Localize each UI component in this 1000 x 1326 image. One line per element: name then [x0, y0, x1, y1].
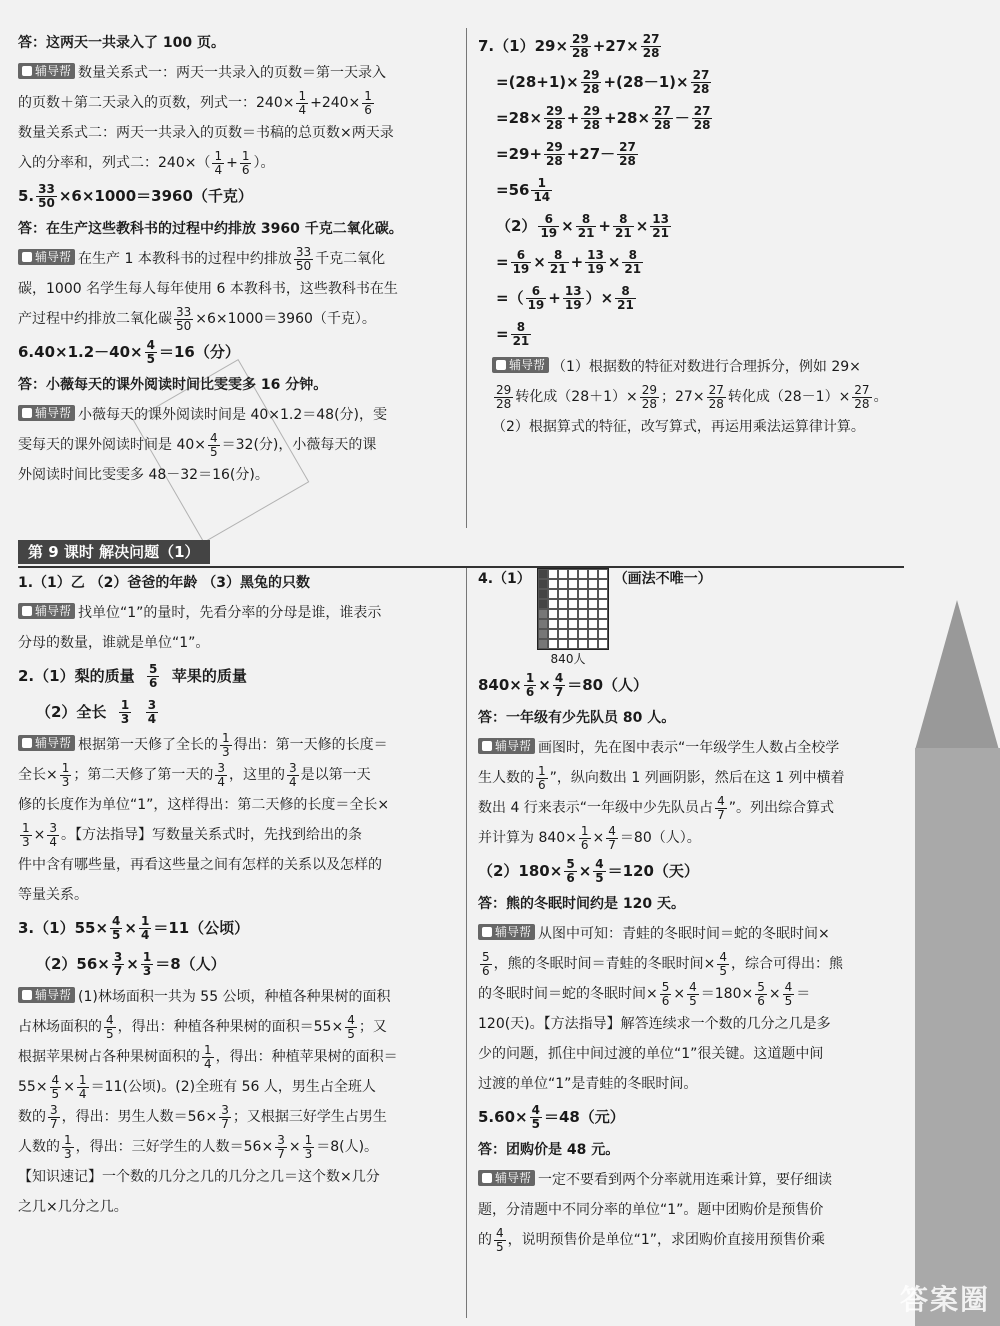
grid-cell	[568, 579, 578, 589]
grid-cell	[548, 599, 558, 609]
grid-cell	[578, 609, 588, 619]
grid-cell	[588, 569, 598, 579]
right-top-column: 7.（1）29× $\frac{29}{28}$ +27× $\frac{27}{28}$ =(28+1)× $\frac{29}{28}$ +(28－1)× $\frac{27}{28}$ =28× $\frac{29}{28}$ + $\frac{29}{28}$ +28× $\frac{27}{28}$ － $\frac{27}{28}$ =29+ $\frac{29}{28}$ +27－ $\frac{27}{28}$ =56 $\frac{1}{14}$ （2） $\frac{6}{19}$ × $\frac{8}{21}$ + $\frac{8}{21}$ × $\frac{13}{21}$ = $\frac{6}{19}$ × $\frac{8}{21}$ + $\frac{13}{19}$ × $\frac{8}{21}$ =（ $\frac{6}{19}$ + $\frac{13}{19}$ ）× $\frac{8}{21}$ = $\frac{8}{21}$ 辅导帮 （1）根据数的特征对数进行合理拆分，例如 29× $\frac{29}{28}$ 转化成（28＋1）× $\frac{29}{28}$ ；27× $\frac{27}{28}$ 转化成（28－1）× $\frac{27}{28}$ 。 （2）根据算式的特征，改写算式，再运用乘法运算律计算。	[478, 28, 910, 442]
column-divider	[466, 28, 467, 528]
grid-cell	[578, 589, 588, 599]
grid-cell	[598, 589, 608, 599]
grid-cell	[548, 569, 558, 579]
grid-cell	[598, 579, 608, 589]
left-bottom-column: 1.（1）乙 （2）爸爸的年龄 （3）黑兔的只数 辅导帮 找单位“1”的量时，先看分率的分母是谁，谁表示 分母的数量，谁就是单位“1”。 2.（1）梨的质量 $\frac{5}{6}$ 苹果的质量 （2）全长 $\frac{1}{3}$ $\frac{3}{4}$ 辅导帮 根据第一天修了全长的 $\frac{1}{3}$ 得出：第一天修的长度＝ 全长× $\frac{1}{3}$ ；第二天修了第一天的 $\frac{3}{4}$ ，这里的 $\frac{3}{4}$ 是以第一天 修的长度作为单位“1”，这样得出：第二天修的长度＝全长× $\frac{1}{3}$ × $\frac{3}{4}$ 。【方法指导】写数量关系式时，先找到给出的条 件中含有哪些量，再看这些量之间有怎样的关系以及怎样的 等量关系。 3.（1）55× $\frac{4}{5}$ × $\frac{1}{4}$ ＝11（公顷） （2）56× $\frac{3}{7}$ × $\frac{1}{3}$ ＝8（人） 辅导帮 (1)林场面积一共为 55 公顷，种植各种果树的面积 占林场面积的 $\frac{4}{5}$ ，得出：种植各种果树的面积＝55× $\frac{4}{5}$ ；又 根据苹果树占各种果树面积的 $\frac{1}{4}$ ，得出：种植苹果树的面积＝ 55× $\frac{4}{5}$ × $\frac{1}{4}$ ＝11(公顷)。(2)全班有 56 人，男生占全班人 数的 $\frac{3}{7}$ ，得出：男生人数＝56× $\frac{3}{7}$ ；又根据三好学生占男生 人数的 $\frac{1}{3}$ ，得出：三好学生的人数＝56× $\frac{3}{7}$ × $\frac{1}{3}$ ＝8(人)。 【知识速记】一个数的几分之几的几分之几＝这个数×几分 之几×几分之几。	[18, 568, 458, 1222]
answer-line: 答：熊的冬眠时间约是 120 天。	[478, 896, 685, 912]
grid-cell	[538, 609, 548, 619]
grid-cell	[568, 589, 578, 599]
grid-cell	[538, 589, 548, 599]
grid-cell	[568, 619, 578, 629]
grid-diagram	[537, 568, 609, 650]
decorative-pencil-body	[915, 748, 1000, 1326]
grid-label: 840人	[550, 652, 586, 666]
fraction: $\frac{1}{6}$	[364, 88, 372, 117]
question-1: 1.（1）乙 （2）爸爸的年龄 （3）黑兔的只数	[18, 575, 311, 591]
grid-cell	[558, 579, 568, 589]
answer-line: 答：团购价是 48 元。	[478, 1142, 620, 1158]
grid-cell	[568, 639, 578, 649]
watermark: 答案圈	[899, 1283, 990, 1316]
answer-line: 答：这两天一共录入了 100 页。	[18, 35, 225, 51]
grid-cell	[538, 629, 548, 639]
grid-cell	[558, 569, 568, 579]
grid-cell	[588, 619, 598, 629]
grid-cell	[558, 639, 568, 649]
grid-cell	[548, 579, 558, 589]
grid-cell	[598, 609, 608, 619]
grid-cell	[588, 599, 598, 609]
grid-cell	[578, 619, 588, 629]
grid-cell	[558, 629, 568, 639]
grid-cell	[558, 599, 568, 609]
grid-cell	[598, 619, 608, 629]
answer-line: 答：一年级有少先队员 80 人。	[478, 710, 676, 726]
column-divider	[466, 568, 467, 1318]
grid-cell	[578, 639, 588, 649]
tutor-tag: 辅导帮	[492, 357, 549, 373]
grid-cell	[538, 599, 548, 609]
section-title: 第 9 课时 解决问题（1）	[18, 540, 210, 564]
grid-cell	[568, 599, 578, 609]
grid-cell	[578, 599, 588, 609]
grid-cell	[548, 609, 558, 619]
left-top-column: 答：这两天一共录入了 100 页。 辅导帮 数量关系式一：两天一共录入的页数＝第一天录入 的页数＋第二天录入的页数，列式一：240× $\frac{1}{4}$ +240× $\frac{1}{6}$ 数量关系式二：两天一共录入的页数＝书稿的总页数×两天录 入的分率和，列式二：240×（ $\frac{1}{4}$ + $\frac{1}{6}$ ）。 5. $\frac{33}{50}$ ×6×1000＝3960（千克） 答：在生产这些教科书的过程中约排放 3960 千克二氧化碳。 辅导帮 在生产 1 本教科书的过程中约排放 $\frac{33}{50}$ 千克二氧化 碳，1000 名学生每人每年使用 6 本教科书，这些教科书在生 产过程中约排放二氧化碳 $\frac{33}{50}$ ×6×1000＝3960（千克）。 6.40×1.2－40× $\frac{4}{5}$ ＝16（分） 答：小薇每天的课外阅读时间比雯雯多 16 分钟。 辅导帮 小薇每天的课外阅读时间是 40×1.2＝48(分)，雯 雯每天的课外阅读时间是 40× $\frac{4}{5}$ ＝32(分)，小薇每天的课 外阅读时间比雯雯多 48－32＝16(分)。	[18, 28, 458, 490]
tutor-tag: 辅导帮	[478, 1170, 535, 1186]
grid-cell	[538, 639, 548, 649]
grid-cell	[598, 639, 608, 649]
grid-cell	[538, 619, 548, 629]
tutor-tag: 辅导帮	[18, 405, 75, 421]
tutor-tag: 辅导帮	[478, 924, 535, 940]
question-6: 6.40×1.2－40× $\frac{4}{5}$ ＝16（分）	[18, 338, 240, 366]
right-bottom-column: 4.（1） （画法不唯一） 840人 840× $\frac{1}{6}$ × $\frac{4}{7}$ ＝80（人） 答：一年级有少先队员 80 人。 辅导帮 画图时，先在图中表示“一年级学生人数占全校学 生人数的 $\frac{1}{6}$ ”，纵向数出 1 列画阴影，然后在这 1 列中横着 数出 4 行来表示“一年级中少先队员占 $\frac{4}{7}$ ”。列出综合算式 并计算为 840× $\frac{1}{6}$ × $\frac{4}{7}$ ＝80（人）。 （2）180× $\frac{5}{6}$ × $\frac{4}{5}$ ＝120（天） 答：熊的冬眠时间约是 120 天。 辅导帮 从图中可知：青蛙的冬眠时间＝蛇的冬眠时间× $\frac{5}{6}$ ，熊的冬眠时间＝青蛙的冬眠时间× $\frac{4}{5}$ ，综合可得出：熊 的冬眠时间＝蛇的冬眠时间× $\frac{5}{6}$ × $\frac{4}{5}$ ＝180× $\frac{5}{6}$ × $\frac{4}{5}$ ＝ 120(天)。【方法指导】解答连续求一个数的几分之几是多 少的问题，抓住中间过渡的单位“1”很关键。这道题中间 过渡的单位“1”是青蛙的冬眠时间。 5.60× $\frac{4}{5}$ ＝48（元） 答：团购价是 48 元。 辅导帮 一定不要看到两个分率就用连乘计算，要仔细读 题，分清题中不同分率的单位“1”。题中团购价是预售价 的 $\frac{4}{5}$ ，说明预售价是单位“1”，求团购价直接用预售价乘	[478, 568, 910, 1255]
grid-cell	[598, 599, 608, 609]
grid-cell	[588, 629, 598, 639]
fraction: $\frac{1}{4}$	[214, 148, 223, 177]
grid-cell	[558, 619, 568, 629]
grid-cell	[538, 569, 548, 579]
grid-cell	[598, 629, 608, 639]
grid-cell	[588, 639, 598, 649]
grid-cell	[548, 629, 558, 639]
question-2: 2.（1）梨的质量 $\frac{5}{6}$ 苹果的质量	[18, 662, 247, 690]
tutor-tag: 辅导帮	[18, 63, 75, 79]
question-3: 3.（1）55× $\frac{4}{5}$ × $\frac{1}{4}$ ＝11（公顷）	[18, 914, 250, 942]
grid-cell	[568, 629, 578, 639]
grid-cell	[568, 609, 578, 619]
answer-line: 答：在生产这些教科书的过程中约排放 3960 千克二氧化碳。	[18, 221, 403, 237]
answer-line: 答：小薇每天的课外阅读时间比雯雯多 16 分钟。	[18, 377, 328, 393]
grid-cell	[578, 579, 588, 589]
grid-cell	[588, 579, 598, 589]
grid-cell	[538, 579, 548, 589]
fraction: $\frac{1}{4}$	[298, 88, 307, 117]
grid-cell	[588, 609, 598, 619]
grid-cell	[558, 589, 568, 599]
grid-cell	[558, 609, 568, 619]
grid-cell	[598, 569, 608, 579]
tutor-tag: 辅导帮	[18, 249, 75, 265]
question-7: 7.（1）29× $\frac{29}{28}$ +27× $\frac{27}{28}$	[478, 32, 660, 60]
grid-cell	[548, 589, 558, 599]
grid-cell	[588, 589, 598, 599]
grid-cell	[578, 569, 588, 579]
tutor-tag: 辅导帮	[18, 987, 75, 1003]
tutor-tag: 辅导帮	[18, 735, 75, 751]
grid-cell	[568, 569, 578, 579]
question-4: 4.（1） （画法不唯一）	[478, 568, 910, 650]
fraction: $\frac{1}{6}$	[241, 148, 250, 177]
decorative-pencil-tip	[915, 600, 999, 750]
tutor-tag: 辅导帮	[478, 738, 535, 754]
grid-cell	[548, 639, 558, 649]
question-5: 5. $\frac{33}{50}$ ×6×1000＝3960（千克）	[18, 182, 253, 210]
section-header	[18, 540, 904, 568]
grid-cell	[578, 629, 588, 639]
grid-cell	[548, 619, 558, 629]
tutor-tag: 辅导帮	[18, 603, 75, 619]
